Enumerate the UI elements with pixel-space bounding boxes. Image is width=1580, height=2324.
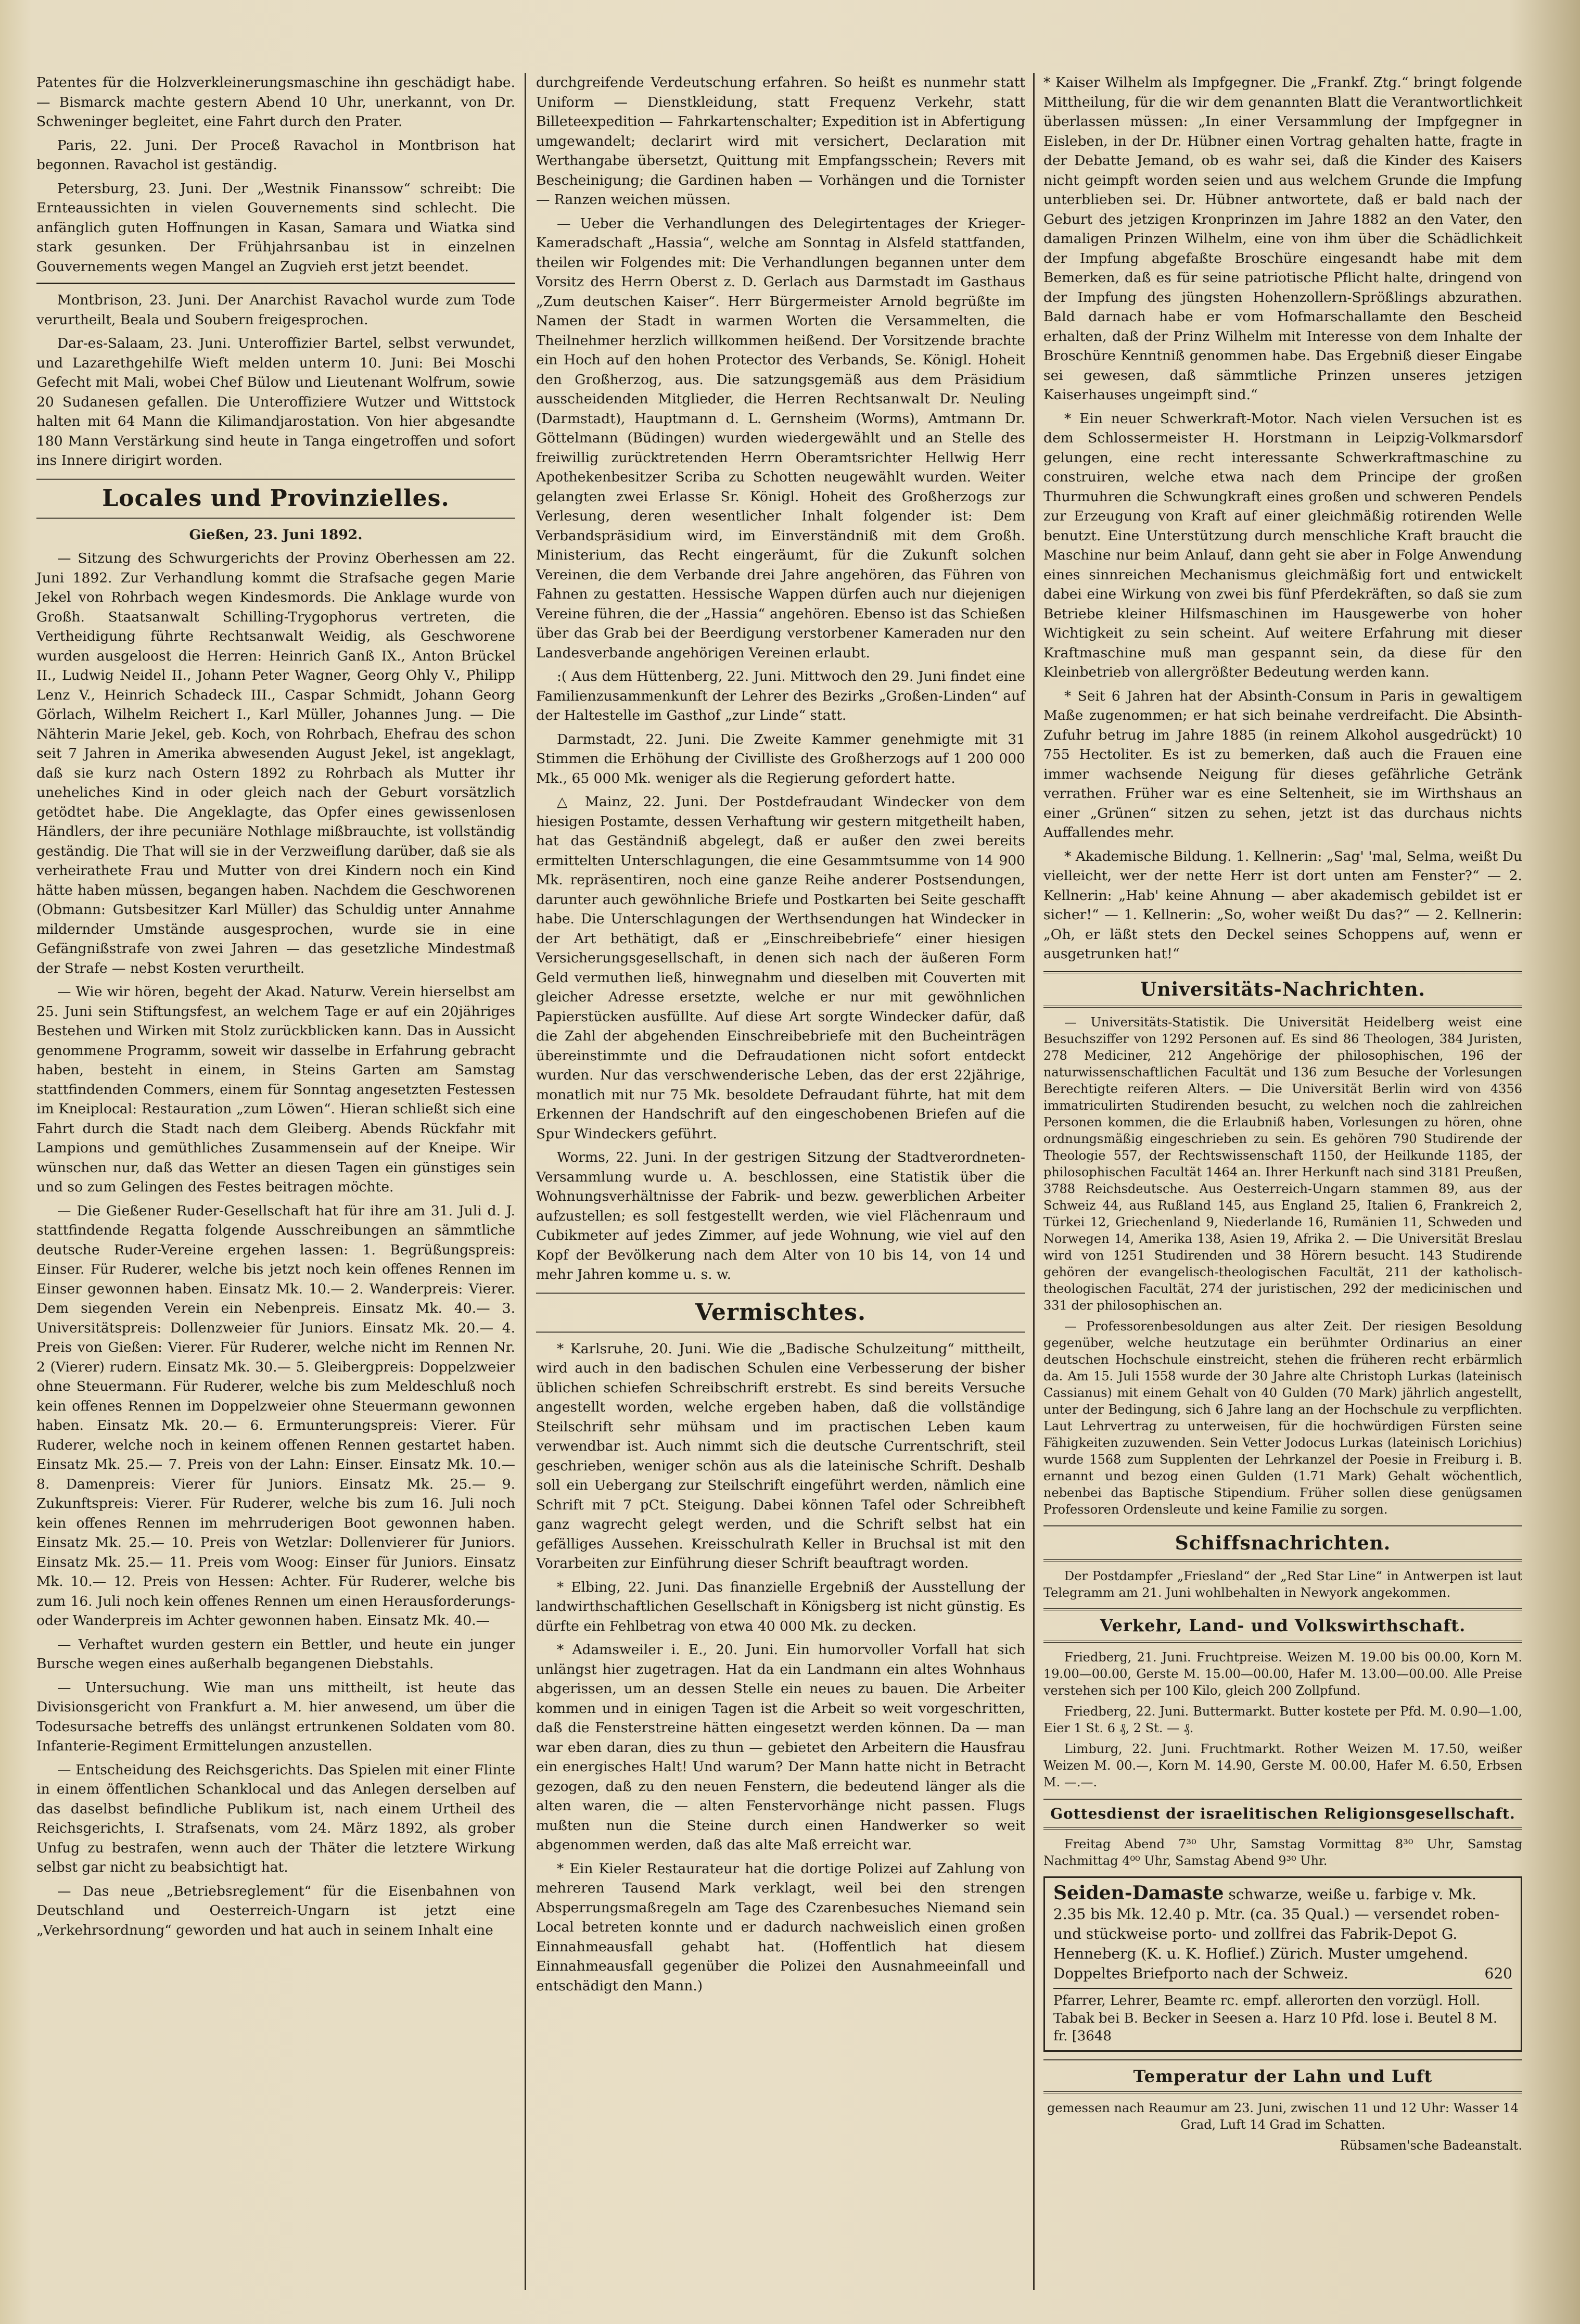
- article: * Akademische Bildung. 1. Kellnerin: „Sag' 'mal, Selma, weißt Du vielleicht, wer der nette Herr ist dort unten am Fenster?“ — 2. Kellnerin: „Hab' keine Ahnung — aber akademisch gebildet ist er sicher!“ — 1. Kellnerin: „So, woher weißt Du das?“ — 2. Kellnerin: „Oh, er läßt stets den Deckel seines Schoppens auf, wenn er ausgetrunken hat!“: [1043, 848, 1522, 962]
- article: Der Postdampfer „Friesland“ der „Red Star Line“ in Antwerpen ist laut Telegramm am 21. Juni wohlbehalten in Newyork angekommen.: [1043, 1568, 1522, 1600]
- ad-body: schwarze, weiße u. farbige v. Mk. 2.35 bis Mk. 12.40 p. Mtr. (ca. 35 Qual.) — versendet roben- und stückweise porto- und zollfrei das Fabrik-Depot G. Henneberg (K. u. K. Hoflief.) Zürich. Muster umgehend. Doppeltes Briefporto nach der Schweiz.: [1053, 1885, 1500, 1982]
- article: * Ein neuer Schwerkraft-Motor. Nach vielen Versuchen ist es dem Schlossermeister H. Horstmann in Leipzig-Volkmarsdorf gelungen, eine recht interessante Schwerkraftmaschine zu construiren, welche etwa nach dem Principe der großen Thurmuhren die Schwungkraft eines großen und schweren Pendels zur Erzeugung von Kraft auf einer gleichmäßig rotirenden Welle benutzt. Eine Unterstützung durch menschliche Kraft braucht die Maschine nur beim Anlauf, dann geht sie aber in Folge Anwendung eines sinnreichen Mechanismus gleichmäßig fort und entwickelt dabei eine Wirkung von zwei bis fünf Pferdekräften, so daß sie zum Betriebe kleiner Hilfsmaschinen im Hausgewerbe von hoher Wichtigkeit zu sein scheint. Auf weitere Erfahrung mit dieser Kraftmaschine muß man gespannt sein, da diese für den Kleinbetrieb von allergrößter Bedeutung werden kann.: [1043, 410, 1522, 680]
- section-heading: Universitäts-Nachrichten.: [1043, 971, 1522, 1008]
- market-report: Friedberg, 22. Juni. Buttermarkt. Butter kostete per Pfd. M. 0.90—1.00, Eier 1 St. 6 ₰, 2 St. — ₰.: [1043, 1704, 1522, 1735]
- divider: [36, 283, 515, 284]
- article: Petersburg, 23. Juni. Der „Westnik Finanssow“ schreibt: Die Ernteaussichten in vielen Gouvernements sind schlecht. Die anfänglich guten Hoffnungen in Kasan, Samara und Wiatka sind stark gesunken. Der Frühjahrsanbau ist in einzelnen Gouvernements wegen Mangel an Zugvieh erst jetzt beendet.: [36, 180, 515, 275]
- article: Darmstadt, 22. Juni. Die Zweite Kammer genehmigte mit 31 Stimmen die Erhöhung der Civilliste des Großherzogs auf 1 200 000 Mk., 65 000 Mk. weniger als die Regierung gefordert hatte.: [536, 731, 1025, 786]
- section-heading: Gottesdienst der israelitischen Religionsgesellschaft.: [1043, 1798, 1522, 1830]
- section-heading: Locales und Provinzielles.: [36, 478, 515, 519]
- article: — Entscheidung des Reichsgerichts. Das Spielen mit einer Flinte in einem öffentlichen Schanklocal und das Anlegen derselben auf das daselbst befindliche Publikum ist, nach einem Urtheil des Reichsgerichts, I. Strafsenats, vom 24. März 1892, als grober Unfug zu bestrafen, wenn auch der Thäter die letztere Wirkung selbst gar nicht zu beabsichtigt hat.: [36, 1761, 515, 1875]
- article: △ Mainz, 22. Juni. Der Postdefraudant Windecker von dem hiesigen Postamte, dessen Verhaftung wir gestern mitgetheilt haben, hat das Geständniß abgelegt, daß er außer den zwei bereits ermittelten Unterschlagungen, die eine Gesammtsumme von 14 900 Mk. repräsentiren, noch eine ganze Reihe anderer Postsendungen, darunter auch gewöhnliche Briefe und Postkarten bei Seite geschafft habe. Die Unterschlagungen der Werthsendungen hat Windecker in der Art bethätigt, daß er „Einschreibebriefe“ einer hiesigen Versicherungsgesellschaft, in denen sich nach der äußeren Form Geld vermuthen ließ, hinwegnahm und dieselben mit Couverten mit gleicher Adresse ersetzte, welche er nur mit gewöhnlichen Papierstücken ausfüllte. Auf diese Art sorgte Windecker dafür, daß die Zahl der abgehenden Einschreibebriefe mit den Bucheinträgen übereinstimmte und die Defraudationen nicht sofort entdeckt wurden. Nur das verschwenderische Leben, das der erst 22jährige, monatlich mit nur 75 Mk. besoldete Defraudant führte, hat mit dem Erkennen der Handschrift auf den eingeschobenen Briefen auf die Spur Windeckers geführt.: [536, 794, 1025, 1142]
- signature: Rübsamen'sche Badeanstalt.: [1340, 2138, 1522, 2153]
- ad-tobacco: Pfarrer, Lehrer, Beamte rc. empf. allerorten den vorzügl. Holl. Tabak bei B. Becker in Seesen a. Harz 10 Pfd. lose i. Beutel 8 M. fr. [3648: [1053, 1988, 1512, 2045]
- column-2: [536, 73, 1025, 2000]
- column-1: [36, 73, 515, 1944]
- dateline: Gießen, 23. Juni 1892.: [189, 526, 363, 543]
- column-rule: [1033, 73, 1035, 2290]
- article: — Universitäts-Statistik. Die Universität Heidelberg weist eine Besuchsziffer von 1292 Personen auf. Es sind 86 Theologen, 384 Juristen, 278 Mediciner, 212 Angehörige der philosophischen, 196 der naturwissenschaftlichen Facultät und 136 zum Besuche der Vorlesungen Berechtigte reiferen Alters. — Die Universität Berlin wird von 4356 immatriculirten Studirenden besucht, zu welchen noch die zahlreichen Personen kommen, die die Erlaubniß haben, Vorlesungen zu hören, ohne ordnungsmäßig eingeschrieben zu sein. Es gehören 790 Studirende der Theologie 557, der Rechtswissenschaft 1150, der Heilkunde 1185, der philosophischen Facultät 1464 an. Ihrer Herkunft nach sind 3181 Preußen, 3788 Reichsdeutsche. Aus Oesterreich-Ungarn stammen 89, aus der Schweiz 44, aus Rußland 145, aus England 25, Italien 6, Frankreich 2, Türkei 12, Griechenland 9, Niederlande 16, Rumänien 11, Schweden und Norwegen 14, Amerika 138, Asien 19, Afrika 2. — Die Universität Breslau wird von 1251 Studirenden und 38 Hörern besucht. 143 Studirende gehören der evangelisch-theologischen Facultät, 211 der katholisch-theologischen Facultät, 274 der juristischen, 292 der medicinischen und 331 der philosophischen an.: [1043, 1014, 1522, 1313]
- article: — Professorenbesoldungen aus alter Zeit. Der riesigen Besoldung gegenüber, welche heutzutage ein berühmter Ordinarius an einer deutschen Hochschule einstreicht, stehen die früheren recht erbärmlich da. Am 15. Juli 1558 wurde der 30 Jahre alte Christoph Lurkas (lateinisch Cassianus) mit einem Gehalt von 40 Gulden (70 Mark) jährlich angestellt, unter der Bedingung, sich 6 Jahre lang an der Hochschule zu verpflichten. Laut Lehrvertrag zu unterweisen, für die hochwürdigen Fürsten seine Fähigkeiten zuzuwenden. Sein Vetter Jodocus Lurkas (lateinisch Lorichius) wurde 1568 zum Supplenten der Lehrkanzel der Poesie in Freiburg i. B. ernannt und bezog einen Gulden (1.71 Mark) Gehalt wöchentlich, nebenbei das Baptische Stipendium. Früher sollen diese genügsamen Professoren Ordensleute und keine Familie zu sorgen.: [1043, 1318, 1522, 1517]
- article: * Seit 6 Jahren hat der Absinth-Consum in Paris in gewaltigem Maße zugenommen; er hat sich beinahe verdreifacht. Die Absinth-Zufuhr betrug im Jahre 1885 (in reinem Alkohol ausgedrückt) 10 755 Hectoliter. Es ist zu bemerken, daß auch die Frauen eine immer wachsende Neigung für dieses gefährliche Getränk verrathen. Früher war es eine Seltenheit, sie im Wirthshaus an einer „Grünen“ sitzen zu sehen, jetzt ist das durchaus nichts Auffallendes mehr.: [1043, 688, 1522, 841]
- article: * Elbing, 22. Juni. Das finanzielle Ergebniß der Ausstellung der landwirthschaftlichen Gesellschaft in Königsberg ist nicht günstig. Es dürfte ein Fehlbetrag von etwa 40 000 Mk. zu decken.: [536, 1579, 1025, 1634]
- section-heading: Vermischtes.: [536, 1292, 1025, 1333]
- temperature-report: gemessen nach Reaumur am 23. Juni, zwischen 11 und 12 Uhr: Wasser 14 Grad, Luft 14 Grad im Schatten.: [1047, 2100, 1519, 2132]
- article: * Ein Kieler Restaurateur hat die dortige Polizei auf Zahlung von mehreren Tausend Mark verklagt, weil bei den strengen Absperrungsmaßregeln am Tage des Czarenbesuches Niemand sein Local betreten konnte und er dadurch nachweislich einen großen Einnahmeausfall gehabt hat. (Hoffentlich hat diesem Einnahmeausfall gegenüber die Polizei den Ausnahmeeinfall und entschädigt den Mann.): [536, 1860, 1025, 1994]
- article: — Wie wir hören, begeht der Akad. Naturw. Verein hierselbst am 25. Juni sein Stiftungsfest, an welchem Tage er auf ein 20jähriges Bestehen und Wirken mit Stolz zurückblicken kann. Das in Aussicht genommene Programm, soweit wir dasselbe in Erfahrung gebracht haben, besteht in einem, in Steins Garten am Samstag stattfindenden Commers, einem für Sonntag angesetzten Festessen im Kneiplocal: Restauration „zum Löwen“. Hieran schließt sich eine Fahrt durch die Stadt nach dem Gleiberg. Abends Rückfahr mit Lampions und gemüthliches Zusammensein auf der Kneipe. Wir wünschen nur, daß das Wetter an diesen Tagen ein günstiges sein und so zum Gelingen des Festes beitragen möchte.: [36, 984, 515, 1195]
- section-heading: Temperatur der Lahn und Luft: [1043, 2059, 1522, 2093]
- article: — Ueber die Verhandlungen des Delegirtentages der Krieger-Kameradschaft „Hassia“, welche am Sonntag in Alsfeld stattfanden, theilen wir Folgendes mit: Die Verhandlungen begannen unter dem Vorsitz des Herrn Oberst z. D. Gerlach aus Darmstadt im Gasthaus „Zum deutschen Kaiser“. Herr Bürgermeister Arnold begrüßte im Namen der Stadt in warmen Worten die Versammelten, die Theilnehmer herzlich willkommen heißend. Der Vorsitzende brachte ein Hoch auf den hohen Protector des Verbands, Se. Königl. Hoheit den Großherzog, aus. Die satzungsgemäß aus dem Präsidium ausscheidenden Mitglieder, die Herren Rechtsanwalt Dr. Neuling (Darmstadt), Hauptmann d. L. Gernsheim (Worms), Amtmann Dr. Göttelmann (Büdingen) wurden wiedergewählt und an Stelle des freiwillig zurücktretenden Herrn Oberamtsrichter Hellwig Herr Apothekenbesitzer Scriba zu Schotten neugewählt wurden. Weiter gelangten zwei Erlasse Sr. Königl. Hoheit des Großherzogs zur Verlesung, deren wesentlicher Inhalt folgender ist: Dem Verbandspräsidium wird, im Einverständniß mit dem Großh. Ministerium, das Recht eingeräumt, für die Zukunft solchen Vereinen, die dem Verbande drei Jahre angehören, das Führen von Fahnen zu gestatten. Hessische Wappen dürfen auch nur diejenigen Vereine führen, die der „Hassia“ angehören. Ebenso ist das Schießen über das Grab bei der Beerdigung verstorbener Kameraden nur den Landesverbande angehörigen Vereinen erlaubt.: [536, 215, 1025, 661]
- article: durchgreifende Verdeutschung erfahren. So heißt es nunmehr statt Uniform — Dienstkleidung, statt Frequenz Verkehr, statt Billeteexpedition — Fahrkartenschalter; Expedition ist in Abfertigung umgewandelt; declarirt wird mit versichert, Declaration mit Werthangabe übersetzt, Quittung mit Empfangsschein; Revers mit Bescheinigung; die Gardinen haben — Vorhängen und die Tornister — Ranzen weichen müssen.: [536, 74, 1025, 208]
- ad-number: 620: [1484, 1964, 1512, 1982]
- column-3: [1043, 73, 1522, 2158]
- article: Dar-es-Salaam, 23. Juni. Unteroffizier Bartel, selbst verwundet, und Lazarethgehilfe Wieft melden unterm 10. Juni: Bei Moschi Gefecht mit Mali, wobei Chef Bülow und Lieutenant Wolfrum, sowie 20 Sudanesen gefallen. Die Unteroffiziere Wutzer und Wittstock halten mit 64 Mann die Kilimandjarostation. Von hier abgesandte 180 Mann Verstärkung sind heute in Tanga eingetroffen und sofort ins Innere dirigirt worden.: [36, 335, 515, 468]
- article: — Untersuchung. Wie man uns mittheilt, ist heute das Divisionsgericht von Frankfurt a. M. hier anwesend, um über die Todesursache betreffs des unlängst ertrunkenen Soldaten vom 80. Infanterie-Regiment Ermittelungen anzustellen.: [36, 1679, 515, 1754]
- article: Patentes für die Holzverkleinerungsmaschine ihn geschädigt habe. — Bismarck machte gestern Abend 10 Uhr, unerkannt, von Dr. Schweninger begleitet, eine Fahrt durch den Prater.: [36, 74, 515, 130]
- ad-title: Seiden-Damaste: [1053, 1882, 1224, 1904]
- article: — Die Gießener Ruder-Gesellschaft hat für ihre am 31. Juli d. J. stattfindende Regatta folgende Ausschreibungen an sämmtliche deutsche Ruder-Vereine ergehen lassen: 1. Begrüßungspreis: Einser. Für Ruderer, welche bis jetzt noch kein offenes Rennen im Einser gewonnen haben. Einsatz Mk. 10.— 2. Wanderpreis: Vierer. Dem siegenden Verein ein Nebenpreis. Einsatz Mk. 40.— 3. Universitätspreis: Dollenzweier für Juniors. Einsatz Mk. 20.— 4. Preis von Gießen: Vierer. Für Ruderer, welche nicht im Rennen Nr. 2 (Vierer) rudern. Einsatz Mk. 30.— 5. Gleibergpreis: Doppelzweier ohne Steuermann. Für Ruderer, welche bis zum Meldeschluß noch kein offenes Rennen im Doppelzweier ohne Steuermann gewonnen haben. Einsatz Mk. 20.— 6. Ermunterungspreis: Vierer. Für Ruderer, welche noch in keinem offenen Rennen gestartet haben. Einsatz Mk. 25.— 7. Preis von der Lahn: Einser. Einsatz Mk. 10.— 8. Damenpreis: Vierer für Juniors. Einsatz Mk. 25.— 9. Zukunftspreis: Vierer. Für Ruderer, welche bis zum 16. Juli noch kein offenes Rennen im mehrruderigen Boot gewonnen haben. Einsatz Mk. 25.— 10. Preis von Wetzlar: Dollenvierer für Juniors. Einsatz Mk. 25.— 11. Preis vom Woog: Einser für Juniors. Einsatz Mk. 10.— 12. Preis von Hessen: Achter. Für Ruderer, welche bis zum 16. Juli noch kein offenes Rennen um einen Herausforderungs- oder Wanderpreis im Achter gewonnen haben. Einsatz Mk. 40.—: [36, 1202, 515, 1629]
- article: * Karlsruhe, 20. Juni. Wie die „Badische Schulzeitung“ mittheilt, wird auch in den badischen Schulen eine Verbesserung der bisher üblichen schiefen Schreibschrift erstrebt. Es sind bereits Versuche angestellt worden, welche ergeben haben, daß die vollständige Steilschrift sehr mühsam und im practischen Leben kaum verwendbar ist. Auch nimmt sich die deutsche Currentschrift, steil geschrieben, weniger schön aus als die lateinische Schrift. Deshalb soll ein Uebergang zur Steilschrift eingeführt werden, nämlich eine Schrift mit 7 pCt. Steigung. Dabei können Tafel oder Schreibheft ganz wagrecht gelegt werden, und die Schrift selbst hat ein gefälliges Aussehen. Kreisschulrath Keller in Bruchsal ist mit den Vorarbeiten zur Einführung dieser Schrift beauftragt worden.: [536, 1340, 1025, 1571]
- article: :( Aus dem Hüttenberg, 22. Juni. Mittwoch den 29. Juni findet eine Familienzusammenkunft der Lehrer des Bezirks „Großen-Linden“ auf der Haltestelle im Gasthof „zur Linde“ statt.: [536, 668, 1025, 723]
- article: Paris, 22. Juni. Der Proceß Ravachol in Montbrison hat begonnen. Ravachol ist geständig.: [36, 137, 515, 173]
- article: — Verhaftet wurden gestern ein Bettler, und heute ein junger Bursche wegen eines außerhalb begangenen Diebstahls.: [36, 1636, 515, 1672]
- article: Worms, 22. Juni. In der gestrigen Sitzung der Stadtverordneten-Versammlung wurde u. A. beschlossen, eine Statistik über die Wohnungsverhältnisse der Fabrik- und bezw. gewerblichen Arbeiter aufzustellen; es soll festgestellt werden, wie viel Flächenraum und Cubikmeter auf jedes Zimmer, auf jede Wohnung, wie viel auf den Kopf der Bevölkerung nach dem Alter von 10 bis 14, von 14 und mehr Jahren komme u. s. w.: [536, 1149, 1025, 1282]
- advertisement: [1043, 1876, 1522, 2052]
- market-report: Limburg, 22. Juni. Fruchtmarkt. Rother Weizen M. 17.50, weißer Weizen M. 00.—, Korn M. 14.90, Gerste M. 00.00, Hafer M. 6.50, Erbsen M. —.—.: [1043, 1741, 1522, 1789]
- section-heading: Verkehr, Land- und Volkswirthschaft.: [1043, 1608, 1522, 1643]
- article: * Adamsweiler i. E., 20. Juni. Ein humorvoller Vorfall hat sich unlängst hier zugetragen. Hat da ein Landmann ein altes Wohnhaus abgerissen, um an dessen Stelle ein neues zu bauen. Die Arbeiter kommen und in einigen Tagen ist die Arbeit so weit vorgeschritten, daß die Fensterstreine hätten eingesetzt werden können. Da — man war eben daran, dies zu thun — gebietet den Arbeitern die Hausfrau ein energisches Halt! Und warum? Der Mann hatte nicht in Betracht gezogen, daß zu den neuen Fenstern, die bedeutend länger als die alten waren, die — alten Fenstervorhänge nicht passen. Flugs mußten nun die Steine durch einen Handwerker so weit abgenommen werden, daß das alte Maß erreicht war.: [536, 1642, 1025, 1853]
- column-rule: [525, 73, 526, 2290]
- article: * Kaiser Wilhelm als Impfgegner. Die „Frankf. Ztg.“ bringt folgende Mittheilung, für die wir dem genannten Blatt die Verantwortlichkeit überlassen müssen: „In einer Versammlung der Impfgegner in Eisleben, in der Dr. Hübner einen Vortrag gehalten hatte, fragte in der Debatte Jemand, ob es wahr sei, daß die Kinder des Kaisers nicht geimpft worden seien und aus welchem Grunde die Impfung unterblieben sei. Dr. Hübner antwortete, daß er bald nach der Geburt des jetzigen Kronprinzen im Jahre 1882 an den Vater, den damaligen Prinzen Wilhelm, eine von ihm über die Schädlichkeit der Impfung abgefaßte Broschüre eingesandt habe mit dem Bemerken, daß es für seine patriotische Pflicht halte, dringend von der Impfung des jüngsten Hohenzollern-Sprößlings abzurathen. Bald darnach habe er vom Hofmarschallamte den Bescheid erhalten, daß der Prinz Wilhelm mit Interesse von dem Inhalte der Broschüre Kenntniß genommen habe. Das Ergebniß dieser Eingabe sei gewesen, daß sämmtliche Prinzen unseres jetzigen Kaiserhauses ungeimpft sind.“: [1043, 74, 1522, 403]
- market-report: Friedberg, 21. Juni. Fruchtpreise. Weizen M. 19.00 bis 00.00, Korn M. 19.00—00.00, Gerste M. 15.00—00.00, Hafer M. 13.00—00.00. Alle Preise verstehen sich per 100 Kilo, gleich 200 Zollpfund.: [1043, 1649, 1522, 1698]
- section-heading: Schiffsnachrichten.: [1043, 1525, 1522, 1561]
- article: — Sitzung des Schwurgerichts der Provinz Oberhessen am 22. Juni 1892. Zur Verhandlung kommt die Strafsache gegen Marie Jekel von Rohrbach wegen Kindesmords. Die Anklage wurde von Großh. Staatsanwalt Schilling-Trygophorus vertreten, die Vertheidigung führte Rechtsanwalt Weidig, als Geschworene wurden ausgeloost die Herren: Heinrich Ganß IX., Anton Brückel II., Ludwig Neidel II., Johann Peter Wagner, Georg Ohly V., Philipp Lenz V., Heinrich Schadeck III., Caspar Schmidt, Johann Georg Görlach, Wilhelm Reichert I., Karl Müller, Johannes Jung. — Die Nähterin Marie Jekel, geb. Koch, von Rohrbach, Ehefrau des schon seit 7 Jahren in Amerika abwesenden August Jekel, ist angeklagt, daß sie kurz nach Ostern 1892 zu Rohrbach als Mutter ihr uneheliches Kind in oder gleich nach der Geburt vorsätzlich getödtet habe. Die Angeklagte, das Opfer eines gewissenlosen Händlers, der ihre pecuniäre Nothlage mißbrauchte, ist vollständig geständig. Die That will sie in der Verzweiflung darüber, daß sie als verheirathete Frau und Mutter von drei Kindern noch ein Kind hätte haben müssen, begangen haben. Nachdem die Geschworenen (Obmann: Gutsbesitzer Karl Müller) das Schuldig unter Annahme mildernder Umstände ausgesprochen, wurde sie in eine Gefängnißstrafe von zwei Jahren — das gesetzliche Mindestmaß der Strafe — nebst Kosten verurtheilt.: [36, 550, 515, 976]
- article: Montbrison, 23. Juni. Der Anarchist Ravachol wurde zum Tode verurtheilt, Beala und Soubern freigesprochen.: [36, 292, 515, 328]
- service-times: Freitag Abend 7³⁰ Uhr, Samstag Vormittag 8³⁰ Uhr, Samstag Nachmittag 4⁰⁰ Uhr, Samstag Abend 9³⁰ Uhr.: [1043, 1836, 1522, 1868]
- article: — Das neue „Betriebsreglement“ für die Eisenbahnen von Deutschland und Oesterreich-Ungarn ist jetzt eine „Verkehrsordnung“ geworden und hat auch in seinem Inhalt eine: [36, 1883, 515, 1938]
